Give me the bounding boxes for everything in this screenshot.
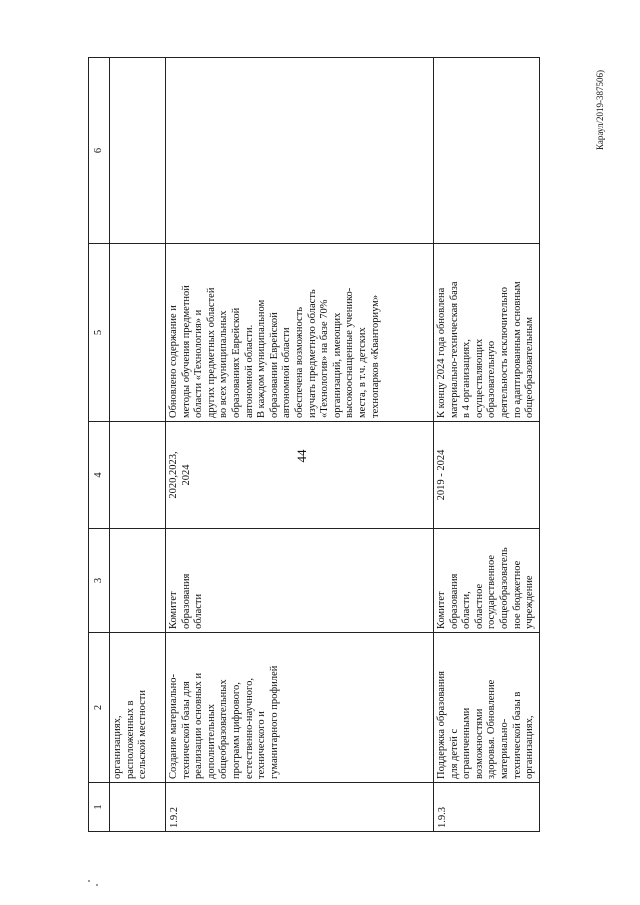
- executor-cell: [110, 529, 166, 633]
- header-cell: 6: [89, 58, 110, 244]
- cell-text-line: организаций, имеющих: [331, 312, 343, 418]
- cell-text-line: общеобразовательным: [524, 317, 536, 418]
- table-header-row: [89, 58, 110, 832]
- cell-text-line: других предметных областей: [205, 287, 217, 418]
- scan-speck: [96, 884, 98, 886]
- cell-text-line: Создание материально-: [168, 674, 179, 779]
- scan-speck: [88, 880, 90, 882]
- cell-text-line: материально-: [498, 718, 510, 779]
- header-cell: 3: [89, 529, 110, 633]
- cell-text-line: 2020,2023,: [168, 451, 179, 499]
- cell-text-line: Обновлено содержание и: [168, 305, 179, 418]
- cell-text-line: 2019 - 2024: [436, 449, 447, 501]
- cell-text-line: области «Технология» и: [193, 309, 205, 418]
- row-number-cell: 1.9.2: [166, 783, 434, 832]
- notes-cell: [166, 58, 434, 244]
- cell-text-line: организациях,: [524, 715, 536, 779]
- cell-text-line: автономной области: [281, 327, 293, 418]
- side-note: Караул/2019-387506): [595, 70, 605, 151]
- cell-text-line: области,: [461, 591, 473, 629]
- cell-text-line: Комитет: [168, 591, 179, 629]
- cell-text-line: 2024: [180, 464, 192, 486]
- cell-text-line: по адаптированным основным: [511, 281, 523, 418]
- cell-text-line: технического и: [256, 711, 268, 779]
- cell-text-line: программ цифрового,: [230, 682, 242, 779]
- result-cell: [434, 244, 540, 422]
- page-number: 44: [294, 449, 309, 463]
- cell-text-line: в 4 организациях,: [461, 339, 473, 418]
- period-cell: [434, 422, 540, 529]
- cell-text-line: образовании Еврейской: [268, 312, 280, 418]
- cell-text-line: учреждение: [524, 575, 536, 629]
- cell-text-line: Комитет: [436, 591, 447, 629]
- cell-text-line: обеспечена возможность: [293, 306, 305, 418]
- row-number-cell: [110, 783, 166, 832]
- header-cell: 1: [89, 783, 110, 832]
- cell-text-line: во всех муниципальных: [218, 310, 230, 418]
- cell-text-line: автономной области.: [243, 324, 255, 418]
- table-container: [88, 58, 536, 832]
- result-cell: [110, 244, 166, 422]
- data-table: [88, 57, 540, 832]
- cell-text-line: технической базы для: [180, 681, 192, 779]
- table-row: [166, 58, 434, 832]
- notes-cell: [434, 58, 540, 244]
- header-cell: 5: [89, 244, 110, 422]
- cell-text-line: области: [193, 593, 205, 629]
- cell-text-line: технической базы в: [511, 691, 523, 779]
- rotated-table: [88, 58, 536, 832]
- activity-name-cell: [434, 633, 540, 783]
- cell-text-line: технопарков «Кванториум»: [369, 294, 381, 418]
- cell-text-line: образованиях Еврейской: [230, 307, 242, 418]
- cell-text-line: возможностями: [473, 708, 485, 779]
- table-row: [110, 58, 166, 832]
- cell-text-line: К концу 2024 года обновлена: [436, 287, 447, 418]
- result-cell: [166, 244, 434, 422]
- executor-cell: [434, 529, 540, 633]
- cell-text-line: общеобразовательных: [218, 679, 230, 779]
- cell-text-line: государственное: [486, 554, 498, 629]
- notes-cell: [110, 58, 166, 244]
- cell-text-line: методы обучения предметной: [180, 285, 192, 418]
- cell-text-line: организациях,: [112, 715, 123, 779]
- cell-text-line: областное: [473, 583, 485, 629]
- cell-text-line: осуществляющих: [473, 338, 485, 418]
- cell-text-line: места, в т.ч. детских: [356, 327, 368, 418]
- row-number-cell: 1.9.3: [434, 783, 540, 832]
- header-cell: 2: [89, 633, 110, 783]
- cell-text-line: общеобразователь: [498, 547, 510, 629]
- cell-text-line: материально-техническая база: [448, 281, 460, 418]
- activity-name-cell: [110, 633, 166, 783]
- cell-text-line: ное бюджетное: [511, 560, 523, 629]
- period-cell: [110, 422, 166, 529]
- table-row: [434, 58, 540, 832]
- cell-text-line: ограниченными: [461, 707, 473, 779]
- cell-text-line: здоровья. Обновление: [486, 679, 498, 779]
- cell-text-line: гуманитарного профилей: [268, 665, 280, 779]
- cell-text-line: деятельность исключительно: [498, 286, 510, 418]
- cell-text-line: реализации основных и: [193, 672, 205, 779]
- cell-text-line: образования: [448, 573, 460, 629]
- cell-text-line: образовательную: [486, 340, 498, 418]
- period-cell: [166, 422, 434, 529]
- cell-text-line: для детей с: [448, 728, 460, 779]
- cell-text-line: образования: [180, 573, 192, 629]
- cell-text-line: дополнительных: [205, 703, 217, 779]
- executor-cell: [166, 529, 434, 633]
- cell-text-line: «Технология» на базе 70%: [319, 299, 331, 418]
- cell-text-line: Поддержка образования: [436, 671, 447, 779]
- cell-text-line: расположенных в: [124, 700, 136, 779]
- activity-name-cell: [166, 633, 434, 783]
- cell-text-line: сельской местности: [137, 689, 149, 779]
- cell-text-line: В каждом муниципальном: [256, 299, 268, 418]
- cell-text-line: высокооснащенные ученико-: [344, 287, 356, 418]
- cell-text-line: изучать предметную область: [306, 289, 318, 418]
- cell-text-line: естественно-научного,: [243, 678, 255, 779]
- header-cell: 4: [89, 422, 110, 529]
